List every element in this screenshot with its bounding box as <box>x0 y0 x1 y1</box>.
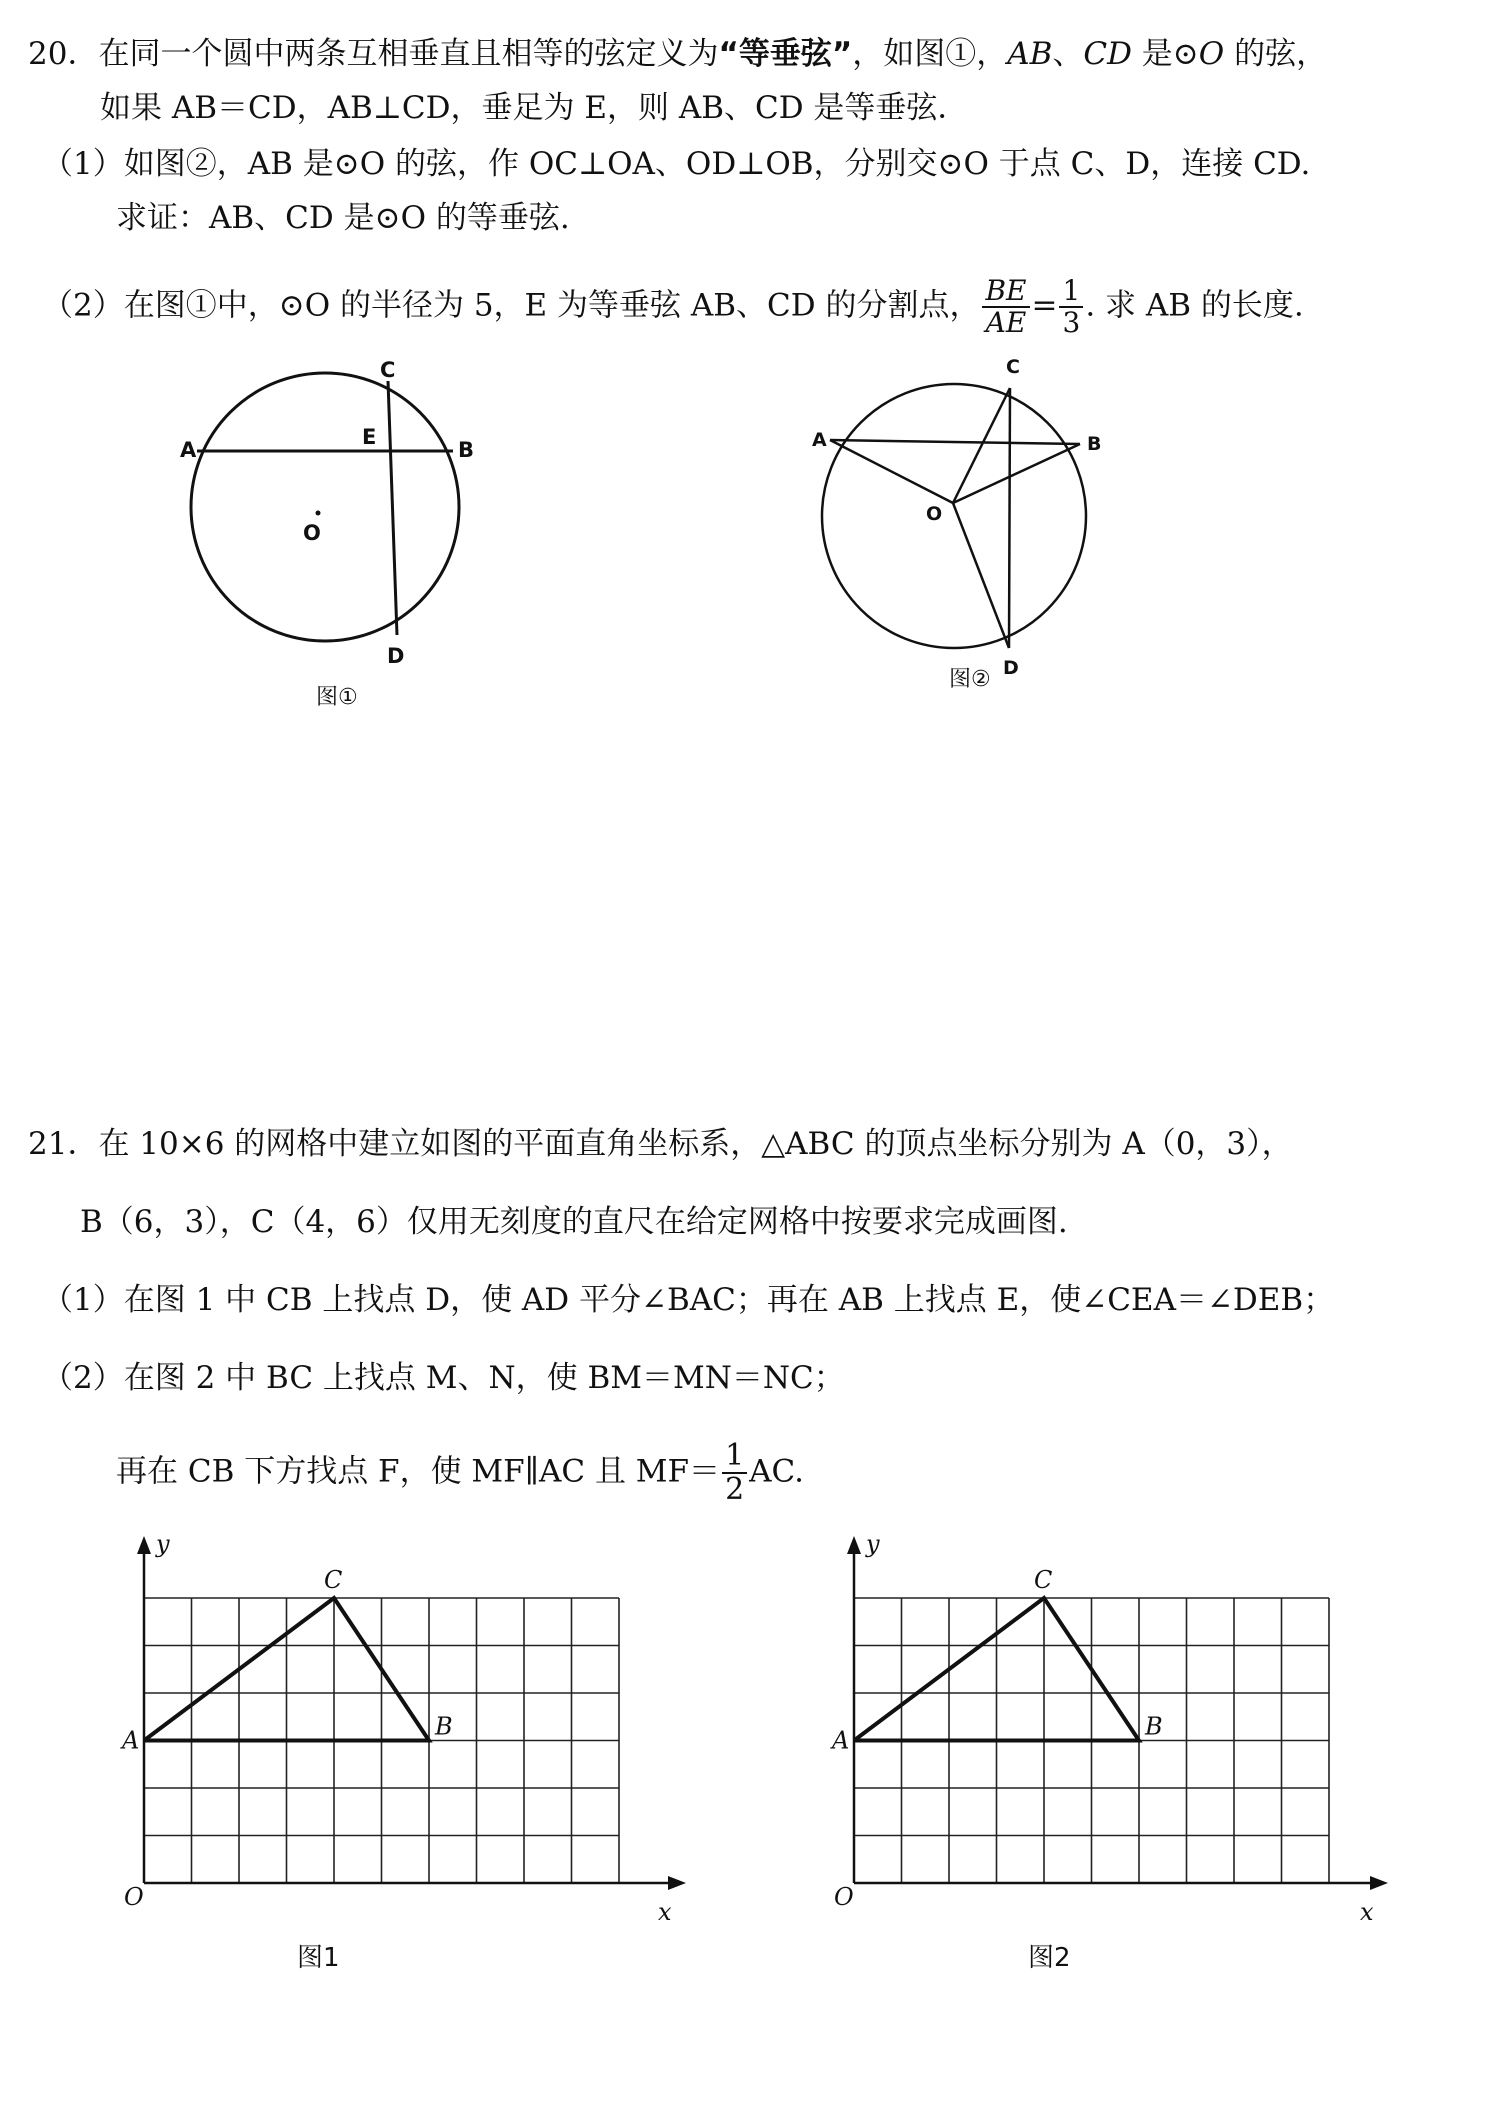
q20-ab: AB <box>1007 36 1053 72</box>
q20-fraction-be-ae <box>982 276 1029 338</box>
y-axis-arrow <box>847 1536 861 1554</box>
fraction-denominator: 2 <box>725 1472 745 1507</box>
q20-o: O <box>1198 36 1225 72</box>
q20-text-b: ，如图①， <box>852 36 1008 72</box>
segment-od <box>953 503 1009 648</box>
label-c: C <box>380 358 396 382</box>
q20-figure-1 <box>170 355 510 695</box>
q20-figure-2 <box>800 350 1140 690</box>
label-b: B <box>458 438 475 462</box>
q21-figure-2-grid <box>830 1530 1390 1930</box>
fraction-denominator: AE <box>985 306 1027 339</box>
label-a: A <box>180 438 197 462</box>
x-axis-arrow <box>1370 1876 1388 1890</box>
label-e: E <box>362 425 377 449</box>
q20-sep: 、 <box>1052 36 1084 72</box>
q21-figure-1-grid <box>120 1530 680 1930</box>
fraction-numerator: BE <box>982 276 1029 308</box>
label-a: A <box>812 429 827 451</box>
q21-part3-text: 再在 CB 下方找点 F，使 MF∥AC 且 MF＝ <box>116 1453 721 1490</box>
chord-cd <box>1009 388 1010 648</box>
q20-part2-line <box>42 276 1304 338</box>
circle-o <box>191 373 459 641</box>
label-d: D <box>387 644 405 668</box>
fraction-numerator: 1 <box>1059 276 1083 308</box>
label-a: A <box>832 1726 850 1755</box>
q21-part2: （2）在图 2 中 BC 上找点 M、N，使 BM＝MN＝NC； <box>42 1360 845 1396</box>
y-axis-label: y <box>866 1530 880 1558</box>
segment-oc <box>953 388 1010 503</box>
q20-cd: CD <box>1083 36 1132 72</box>
label-b: B <box>1145 1712 1163 1741</box>
q21-number: 21． <box>28 1126 99 1162</box>
q20-figure-2-caption: 图② <box>949 667 991 692</box>
segment-ob <box>953 444 1080 503</box>
q20-part1-line-1: （1）如图②，AB 是⊙O 的弦，作 OC⊥OA、OD⊥OB，分别交⊙O 于点 C、D，连接 CD. <box>42 146 1311 182</box>
q20-fraction-one-third <box>1059 276 1083 338</box>
q20-term: “等垂弦” <box>718 36 853 72</box>
chord-cd <box>388 381 397 635</box>
origin-label: O <box>124 1883 144 1911</box>
x-axis-label: x <box>658 1898 672 1926</box>
label-o: O <box>926 503 943 525</box>
y-axis-arrow <box>137 1536 151 1554</box>
q20-text-h: 的弦， <box>1224 36 1328 72</box>
label-o: O <box>303 521 321 545</box>
q20-line-2: 如果 AB＝CD，AB⊥CD，垂足为 E，则 AB、CD 是等垂弦． <box>100 90 969 126</box>
q21-line-2: B（6，3），C（4，6）仅用无刻度的直尺在给定网格中按要求完成画图. <box>80 1204 1068 1240</box>
label-c: C <box>1006 356 1020 378</box>
q20-equals: = <box>1031 287 1058 324</box>
q20-text-a: 在同一个圆中两条互相垂直且相等的弦定义为 <box>98 36 719 72</box>
x-axis-label: x <box>1360 1898 1374 1926</box>
q20-figure-1-caption: 图① <box>316 685 358 710</box>
x-axis-arrow <box>668 1876 686 1890</box>
label-a: A <box>122 1726 140 1755</box>
q20-part2-text: （2）在图①中，⊙O 的半径为 5，E 为等垂弦 AB、CD 的分割点， <box>42 287 981 324</box>
circle-o <box>822 384 1086 648</box>
q21-part1: （1）在图 1 中 CB 上找点 D，使 AD 平分∠BAC；再在 AB 上找点 E，使∠CEA＝∠DEB； <box>42 1282 1335 1318</box>
q21-fraction-half <box>722 1440 747 1506</box>
q20-part2-tail: . 求 AB 的长度. <box>1085 287 1304 324</box>
q21-figure-2-caption: 图2 <box>1028 1943 1071 1973</box>
segment-oa <box>830 440 953 503</box>
label-b: B <box>435 1712 453 1741</box>
label-c: C <box>1034 1566 1053 1594</box>
chord-ab <box>830 440 1080 444</box>
q21-part3-tail: AC. <box>749 1453 805 1490</box>
q20-number: 20． <box>28 36 99 72</box>
center-dot <box>316 511 321 516</box>
q21-part3 <box>116 1440 804 1506</box>
label-b: B <box>1087 433 1102 455</box>
label-c: C <box>324 1566 343 1594</box>
origin-label: O <box>834 1883 854 1911</box>
q21-line-1 <box>28 1124 1293 1164</box>
q20-part1-line-2: 求证：AB、CD 是⊙O 的等垂弦. <box>116 200 570 236</box>
label-d: D <box>1003 657 1019 679</box>
q20-text-f: 是⊙ <box>1131 36 1199 72</box>
fraction-denominator: 3 <box>1062 306 1081 339</box>
q20-line-1 <box>28 34 1327 74</box>
fraction-numerator: 1 <box>722 1440 747 1474</box>
q21-text-1: 在 10×6 的网格中建立如图的平面直角坐标系，△ABC 的顶点坐标分别为 A（0，3）， <box>98 1126 1293 1162</box>
y-axis-label: y <box>156 1530 170 1558</box>
q21-figure-1-caption: 图1 <box>297 1943 340 1973</box>
